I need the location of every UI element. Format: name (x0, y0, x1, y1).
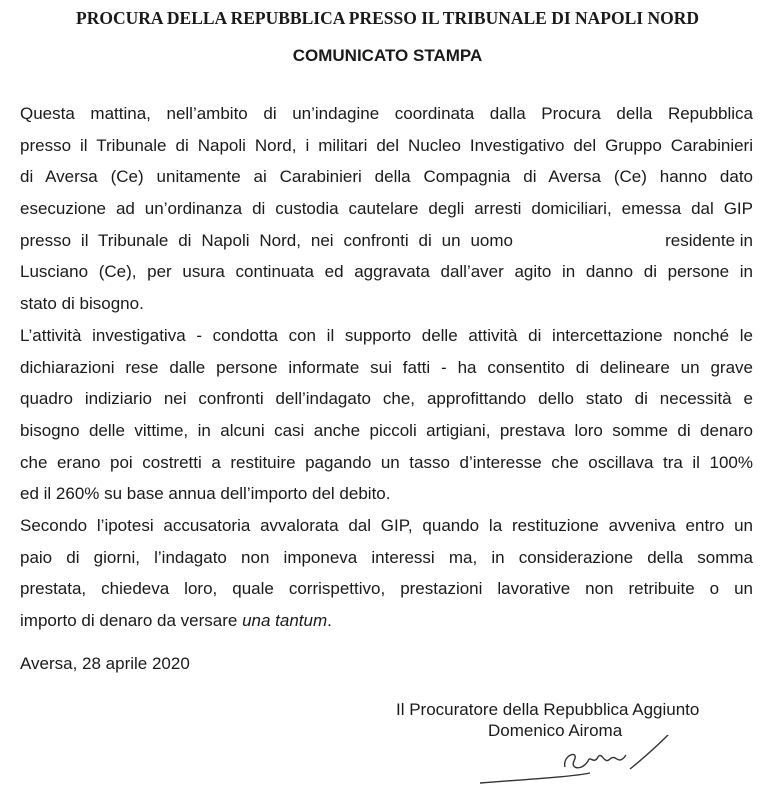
text-line: paio di giorni, l’indagato non imponeva interessi ma, in considerazione della somma (20, 547, 753, 567)
text-line: ed il 260% su base annua dell’importo del debito. (20, 484, 391, 504)
text-line: prestata, chiedeva loro, quale corrispettivo, prestazioni lavorative non retribuite o un (20, 579, 753, 599)
text-segment: importo di denaro da versare (20, 611, 243, 630)
text-line: stato di bisogno. (20, 294, 144, 314)
document-title: COMUNICATO STAMPA (292, 46, 483, 65)
text-line: presso il Tribunale di Napoli Nord, i militari del Nucleo Investigativo del Gruppo Carabinieri (20, 135, 753, 155)
office-heading: PROCURA DELLA REPUBBLICA PRESSO IL TRIBUNALE DI NAPOLI NORD (76, 8, 699, 28)
text-line: bisogno delle vittime, in alcuni casi anche piccoli artigiani, prestava loro somme di denaro (20, 420, 753, 440)
text-line: Lusciano (Ce), per usura continuata ed aggravata dall’aver agito in danno di persone in (20, 262, 753, 282)
text-line (20, 605, 753, 637)
text-segment: . (327, 611, 332, 630)
text-line: dichiarazioni rese dalle persone informate sui fatti - ha consentito di delineare un grave (20, 357, 753, 377)
text-line: esecuzione ad un’ordinanza di custodia cautelare degli arresti domiciliari, emessa dal GIP (20, 199, 753, 219)
press-release-body (20, 98, 753, 637)
text-line: Secondo l’ipotesi accusatoria avvalorata dal GIP, quando la restituzione avveniva entro un (20, 515, 753, 535)
handwritten-signature (470, 735, 700, 790)
text-line: Questa mattina, nell’ambito di un’indagine coordinata dalla Procura della Repubblica (20, 104, 753, 123)
signatory-name: Domenico Airoma (488, 721, 623, 740)
text-segment: presso il Tribunale di Napoli Nord, nei confronti di un uomo (20, 230, 513, 250)
text-line: quadro indiziario nei confronti dell’indagato che, approfittando dello stato di necessità e (20, 389, 753, 409)
italic-text: una tantum (242, 611, 328, 630)
signatory-role: Il Procuratore della Repubblica Aggiunto (396, 700, 700, 719)
text-line-redacted (20, 225, 753, 257)
text-line: L’attività investigativa - condotta con il supporto delle attività di intercettazione nonché le (20, 325, 753, 345)
text-line: di Aversa (Ce) unitamente ai Carabinieri della Compagnia di Aversa (Ce) hanno dato (20, 167, 753, 187)
text-segment: residente in (665, 230, 753, 250)
date-place: Aversa, 28 aprile 2020 (20, 654, 190, 673)
text-line: che erano poi costretti a restituire pagando un tasso d’interesse che oscillava tra il 100% (20, 452, 753, 472)
